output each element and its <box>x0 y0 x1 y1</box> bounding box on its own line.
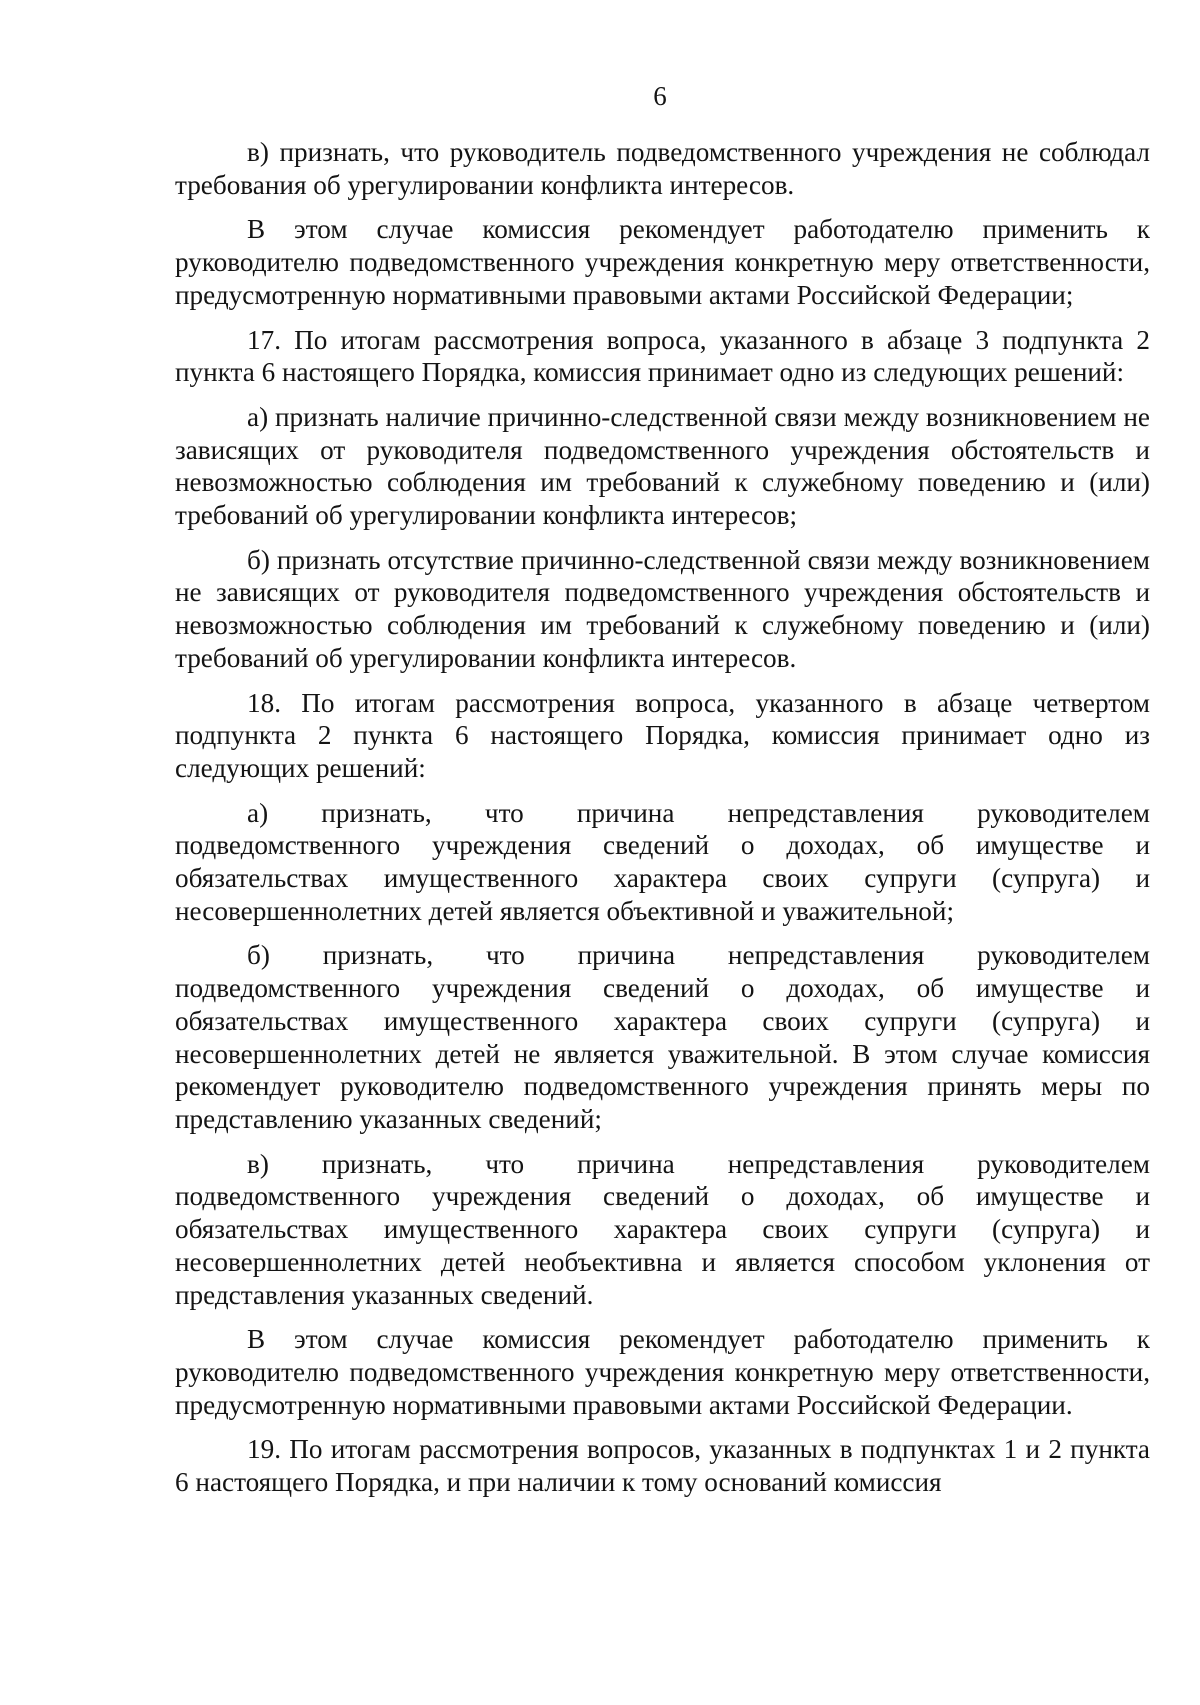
paragraph-17-b: б) признать отсутствие причинно-следственной связи между возникновением не зависящих от руководителя подведомственного учреждения обстоятельств и невозможностью соблюдения им требований к служебному поведению и (или) требований об урегулировании конфликта интересов. <box>175 544 1150 673</box>
paragraph-18-b: б) признать, что причина непредставления руководителем подведомственного учреждения сведений о доходах, об имуществе и обязательствах имущественного характера своих супруги (супруга) и несовершеннолетних детей не является уважительной. В этом случае комиссия рекомендует руководителю подведомственного учреждения принять меры по представлению указанных сведений; <box>175 940 1150 1134</box>
document-body <box>175 136 1150 1511</box>
paragraph-item-18: 18. По итогам рассмотрения вопроса, указанного в абзаце четвертом подпункта 2 пункта 6 настоящего Порядка, комиссия принимает одно из следующих решений: <box>175 687 1150 783</box>
paragraph-18-a: а) признать, что причина непредставления руководителем подведомственного учреждения сведений о доходах, об имуществе и обязательствах имущественного характера своих супруги (супруга) и несовершеннолетних детей является объективной и уважительной; <box>175 797 1150 926</box>
paragraph-17-a: а) признать наличие причинно-следственной связи между возникновением не зависящих от руководителя подведомственного учреждения обстоятельств и невозможностью соблюдения им требований к служебному поведению и (или) требований об урегулировании конфликта интересов; <box>175 401 1150 531</box>
paragraph-responsibility-recommendation: В этом случае комиссия рекомендует работодателю применить к руководителю подведомственного учреждения конкретную меру ответственности, предусмотренную нормативными правовыми актами Российской Федерации; <box>175 214 1150 310</box>
paragraph-v-conflict-not-observed: в) признать, что руководитель подведомственного учреждения не соблюдал требования об урегулировании конфликта интересов. <box>175 137 1150 200</box>
paragraph-item-17: 17. По итогам рассмотрения вопроса, указанного в абзаце 3 подпункта 2 пункта 6 настоящего Порядка, комиссия принимает одно из следующих решений: <box>175 324 1150 388</box>
paragraph-item-19: 19. По итогам рассмотрения вопросов, указанных в подпунктах 1 и 2 пункта 6 настоящего Порядка, и при наличии к тому оснований комиссия <box>175 1434 1150 1498</box>
page-number: 6 <box>653 81 667 111</box>
paragraph-18-responsibility: В этом случае комиссия рекомендует работодателю применить к руководителю подведомственного учреждения конкретную меру ответственности, предусмотренную нормативными правовыми актами Российской Федерации. <box>175 1324 1150 1420</box>
paragraph-18-v: в) признать, что причина непредставления руководителем подведомственного учреждения сведений о доходах, об имуществе и обязательствах имущественного характера своих супруги (супруга) и несовершеннолетних детей необъективна и является способом уклонения от представления указанных сведений. <box>175 1148 1150 1310</box>
